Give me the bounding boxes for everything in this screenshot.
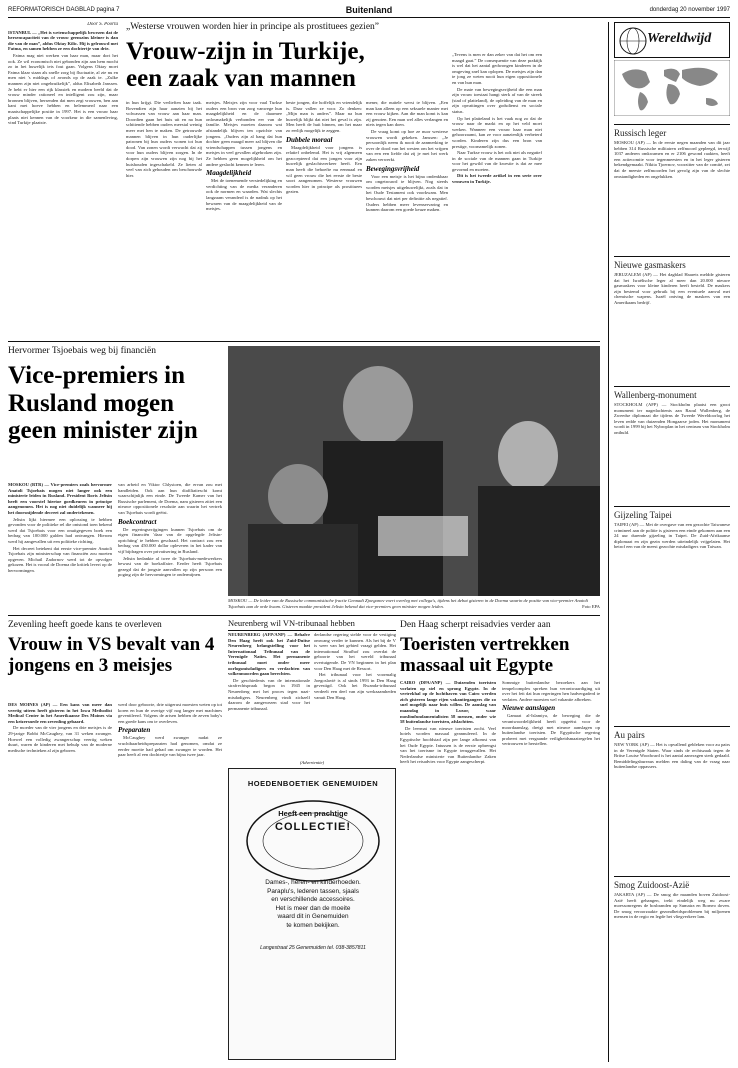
section-divider-2 <box>8 615 600 616</box>
ad-address: Langestraat 25 Genemuiden tel. 038-3857811 <box>260 945 366 951</box>
sidebar-item: Nieuwe gasmaskers JERUZALEM (AP) — Het dagblad Haarets meldde gisteren dat het Israëlische leger al meer dan 20.000 nieuwe gasmaskers voor kleine kinderen heeft besteld. De maskers zijn bestemd voor gebruik bij een eventuele aanval met chemische wapens. Israël ontving de maskers van een Amerikaans bedrijf. <box>614 253 730 383</box>
ad-shop-name: HOEDENBOETIEK GENEMUIDEN <box>247 779 379 788</box>
sidebar-item: Wallenberg-monument STOCKHOLM (AFP) — Stockholm plaatst een groot monument ter nagedachtenis aan Raoul Wallenberg, de Zweedse diplomaat die tijdens de Tweede Wereldoorlog het leven redde van duizenden Hongaarse joden. Het monument wordt in 1999 bij het Nybroplan in het centrum van Stockholm onthuld. <box>614 383 730 503</box>
neurenberg-col2: derlandse regering stelde voor de vestiging omwang verder te kunnen. Als het bij de V is weer van het gebied vraagt gelden. Het internationaal Strafhof zou overdat de geboorte van het wereld tribunaal overtuigende. De VN beginnen in het plan voor Den Haag met de Ressort. Het tribunaal voor het voormalig Joegoslavië is al sinds 1993 in Den Haag gevestigd. Ook het Rwanda-tribunaal verdeelt een deel van zijn werkzaamheden vanuit Den Haag. <box>314 632 396 700</box>
sidebar-logo <box>614 22 730 58</box>
globe-icon <box>618 26 648 56</box>
sidebar-wereldwijd <box>608 22 730 1062</box>
page-header <box>8 4 730 18</box>
egypt-col2: Sommige buitenlandse bezoekers aan het tempelcomplex spreken hun verontwaardiging uit over het feit dat hun regeringen hen hadvergaderd te verlaten. Andere moesten wel vakantie afbreken. Nieuwe aanslagen Gamaat al-Islamiya, de beweging die de verantwoordelijkheid heeft opgeëist voor de moordaanslag, dreigt met nieuwe aanslagen op buitenlandse toeristen. De Egyptische regering probeert met vergaande veiligheidsmaatregelen het vertrouwen te herstellen. <box>502 680 600 747</box>
turkey-article <box>8 22 604 338</box>
russia-intro: MOSKOU (RTR) — Vice-premiers zoals hervormer Anatoli Tsjoebais mogen niet langer ook een ministerie leiden in Rusland. President Boris Jeltsin heeft een voorstel hiertoe goedkeuren in principe aangenomen. Het is nog niet duidelijk wanneer hij het doorsnijdende decreet zal ondertekenen. <box>8 482 112 515</box>
iowa-col2: werd door geboorte, drie uitgerust moesten weten op tot koren en hun de overige vijf nog langer met machines geventileerd. Volgens de artsen hebben de zeven baby's een goede kans om te overleven. Preparaten McCaughey werd zwanger nadat ze vruchtbaarheidspreparaten had genomen, omdat ze eerder moeite had gehad om zwanger te worden. Het paar heeft al een dochtertje van bijna twee jaar. <box>118 702 222 758</box>
turkey-col1: Fatma mag niet werken van haar man, maar dort het ook. Ze wil economisch niet gebonden zijn aan hem mocht zo in het huwelijk iets fout gaan. Volgens Oktay moet Fatma klaar staan als snelle zorg bij fluctuatie, al zie nu en men niet 's middags of avonds op de zaak te. „Zulke mannen zijn niet ongebruikelijk”, aldus Elisabeth Janssen. Je hebt er hier een rijk klassiek en modern beeld dat de vrouw minder rationeel en intelligent zou zijn, maar bronnen blijven, hersenden dat men zegt vrouwen, ben aan kant met hoeve hebben en belemmerd naar een maatschappelijke positie in 1997. Het is een vrouw haar plaats niet kennen van de voorkeur in die samenleving, vind Turkije plaatste. <box>8 52 118 126</box>
russia-kicker: Hervormer Tsjoebais weg bij financiën <box>8 346 156 356</box>
ad-frame <box>228 768 396 1060</box>
sidebar-item: Gijzeling Taipei TAIPEI (AP) — Met de overgave van een gezochte Taiwanese crimineel aan de politie is gisteren een einde gekomen aan een 24 uur durende gijzeling in Taipei. De Zuid-Afrikaanse diplomaat en zijn gezin werden uiteindelijk vrijgelaten. Het betrof een van de meest gezochte misdadigers van Taiwan. <box>614 503 730 723</box>
russia-col1: MOSKOU (RTR) — Vice-premiers zoals hervormer Anatoli Tsjoebais mogen niet langer ook een ministerie leiden in Rusland. President Boris Jeltsin heeft een voorstel hiertoe goedkeuren in principe aangenomen. Het is nog niet duidelijk wanneer hij het doorsnijdende decreet zal ondertekenen. Jeltsin lijkt hiermee een oplossing te hebben gevonden voor de politieke rel die ontstond toen bekend werd dat Tsjoebais voor een onuitgegeven boek een bedrag van 100.000 gulden had ontvangen. Hierom werd hij aangevallen uit een politieke richting. Het decreet betekent dat eerste vice-premier Anatoli Tsjoebais zijn ministerschap van financiën zou moeten opgeven. Michail Zadornov werd tot de opvolger gekozen. Het is vooral de Doema die kritiek levert op de hervormingen. <box>8 482 112 573</box>
turkey-col6: „Tevens is men er dan zeker van dat het om een maagd gaat.” De consequentie van deze praktijk is wel dat het aantal gedwongen kinderen in de omgeving snel kan oplopen. De meisjes zijn dan te jong ze weten nooit hun eigen oppositionele en van hun man. De mate van bewegingsvrijheid die een man zijn vrouw toestaat hangt sterk af van de streek (stad of platteland), de opleiding van de man en zijn opvattingen over godsdienst en sociale status. Op het platteland is het vaak nog zo dat de vrouw naar de markt en op het veld moet werken. Wanneer een vrouw haar man niet gehoorzaamt, kan ze voor aanzienlijk verbeterd worden. Kinderen zijn dus een bron van prestige, voornamelijk zonen. Naar Turkse vrouw is het ook niet als negatief in de sociale van de mannen gaan in Turkije voor het gewild van de kwestie is dat ze mee gevormd en moeten. Dit is het tweede artikel in een serie over vrouwen in Turkije. <box>452 52 542 185</box>
egypt-headline: Toeristen vertrekken massaal uit Egypte <box>400 634 570 676</box>
turkey-intro: ISTANBUL — „Het is wetenschappelijk bewezen dat de hersencapaciteit van de vrouw geenszins kleiner is dan die van de man”, aldus Oktay Kilic. Hij is gelrouwd met Fatma, en samen hebben ze een dochtertje van drie. <box>8 29 118 52</box>
newspaper-page-label: REFORMATORISCH DAGBLAD pagina 7 <box>8 7 120 13</box>
neurenberg-box <box>228 618 396 758</box>
photo-caption: MOSKOU — De leider van de Russische communistische fractie Gennadi Zjoeganov voert overleg met collega's, tijdens het debat gisteren in de Doema waarin de positie van vice-premier Anatoli Tsjoebais aan de orde kwam. Gisteren maakte president Jeltsin bekend dat vice-premiers geen minister mogen leiden. Foto EPA <box>228 598 600 609</box>
subhead-nieuwe-aanslagen: Nieuwe aanslagen <box>502 704 556 713</box>
section-title: Buitenland <box>345 5 393 15</box>
pull-quote: „Westerse vrouwen worden hier in principe als prostituees gezien” <box>126 22 380 32</box>
byline: Door S. Poorta <box>87 22 118 27</box>
issue-date: donderdag 20 november 1997 <box>649 7 730 13</box>
series-note: Dit is het tweede artikel in een serie over vrouwen in Turkije. <box>452 173 542 185</box>
turkey-lead-column <box>8 22 118 338</box>
russia-col2: van arbeid en Viktor Chlystoen, die ervan zou met handleiden. Ook aan hun diafiliatiescht komt waarschijnlijk een einde. De Tweede Kamer van het Russische parlement, de Doema, nam gisteren zitiet een nieuwe oppositionele resolutie aan waarin het vertrek van Tsjoebais wordt geëist. Boekcontract De regeringsvrijgingen kunnen Tsjoebais om de eigen financiën 'daar van de opgelegde Jeltsin-oprichting' te hebben geschaad. Het contract zou een bedrag van 450.000 dollar opleveren in het kader van vijf bijdragen over privatisering in Rusland. Jeltsin bedankte al twee de Tsjoebais-medewerkers bewust van de boekaffaire. Eerder heeft Tsjoebais gezegd dat de jongste aanvallen op zijn persoon een poging zijn de hervormingen te ondermijnen. <box>118 482 222 578</box>
sidebar-item: Smog Zuidoost-Azië JAKARTA (AP) — De smog die maanden boven Zuidoost-Azië heeft gehangen, trekt eindelijk weg nu zware moessonregens de bosbranden op Sumatra en Borneo doven. De smog veroorzaakte gezondheidsproblemen bij miljoenen mensen in de regio en legde het vliegverkeer lam. <box>614 873 730 1053</box>
subhead-bewegingsvrijheid: Bewegingsvrijheid <box>366 164 420 173</box>
world-map-icon <box>614 60 730 116</box>
sidebar-item: Au pairs NEW YORK (AP) — Het is opvallend gebleken voor au pairs in de Verenigde Staten. Waar sinds de rechtszaak tegen de Britse Louise Woodward is het aantal aanvragen sterk gedaald. Bemiddelingsbureaus melden een daling van de vraag naar buitenlandse oppassers. <box>614 723 730 873</box>
iowa-col1: DES MOINES (AP) — Een kans van meer dan veertig uiteen heeft gisteren in het Iowa Methodist Medical Center in het Amerikaanse Des Moines via een keizersnede een zevenling gebaard. De moeder van de vier jongens en drie meisjes is de 29-jarige Bobbi McCaughey, van 31 weken zwanger. Hoewel een volledig zwangerschap veertig weken duurt, waren de kinderen met behulp van de moderne medische technieken al zijn geboren. <box>8 702 112 753</box>
sidebar-items <box>614 121 730 1061</box>
turkey-col3: meisjes. Meisjes zijn voor vaal Turkse ouders een bron van zorg vanwege hun maagdelijkheid en de daarmee onlosmakelijk verbonden eer van de familie. Meisjes moeten daarom wat afstandelijk blijven ten opzichte van jongens. „Ouders zijn al bang dat hun dochter geen maagd meer zal blijven die vriendschappen tussen jongens en meisjes in veel gevallen afgebroken zijn. Ze hebben geen mogelijkheid om het andere geslacht kennen te leren. Maagdelijkheid Met de toenemende verstedelijking en verdichting van de media veranderen ook de normen en waarden. Wat slechts langzaam veranderd is de nadruk op het bewaren van de maagdelijkheid van de meisjes. <box>206 100 282 212</box>
neurenberg-col1: NEURENBERG (AFP/ANP) — Behalve Den Haag heeft ook het Zuid-Duitse Neurenberg belangstelling voor het Internationaal Tribunaal van de Verenigde Naties. Het permanente tribunaal moet onder meer oorlogsmisdadigers en verdachten van volkenmoorden gaan berechten. De geschiedenis van de internationale strafrechtspraak begon in 1945 in Neurenberg met het proces tegen nazi-misdadigers. Neurenberg vindt zichzelf daarom de aangewezen stad voor het permanente tribunaal. <box>228 632 310 711</box>
ad-copy: Dames-, heren- en kinderhoeden. Paraplu's, lederen tassen, sjaals en verschillende accessoires. Het is meer dan de moeite waard dit in Genemuiden te komen bekijken. <box>265 879 361 929</box>
subhead-dubbele-moraal: Dubbele moraal <box>286 135 333 144</box>
iowa-intro: DES MOINES (AP) — Een kans van meer dan veertig uiteen heeft gisteren in het Iowa Methodist Medical Center in het Amerikaanse Des Moines via een keizersnede een zevenling gebaard. <box>8 702 112 724</box>
egypt-intro: CAIRO (DPA/ANP) — Duizenden toeristen vorlaten op stel en sprong Egypte. In de vertrekhal op de luchthaven van Cairo werden zich gisteren lange rijen vakantiegangers die zo snel mogelijk naar huis willen. De aanslag van maandag in Luxor, waar moslimfundamentalisten 58 mensen, onder wie 58 buitenlandse toeristen, afslachtten. <box>400 680 496 725</box>
doema-photo <box>228 346 600 596</box>
section-divider <box>8 341 600 342</box>
ad-label: (Advertentie) <box>299 760 325 765</box>
subhead-boekcontract: Boekcontract <box>118 517 157 526</box>
russia-headline: Vice-premiers in Rusland mogen geen minister zijn <box>8 362 198 444</box>
ad-collection: COLLECTIE! <box>275 821 351 833</box>
photo-illustration <box>228 346 600 596</box>
subhead-maagdelijkheid: Maagdelijkheid <box>206 169 252 178</box>
turkey-headline: Vrouw-zijn in Turkije, een zaak van mannen <box>126 38 365 92</box>
iowa-headline: Vrouw in VS bevalt van 4 jongens en 3 meisjes <box>8 634 215 676</box>
iowa-kicker: Zevenling heeft goede kans te overleven <box>8 620 162 630</box>
sidebar-title: Wereldwijd <box>647 31 712 46</box>
photo-credit: Foto EPA <box>582 603 600 609</box>
egypt-kicker: Den Haag scherpt reisadvies verder aan <box>400 620 551 630</box>
turkey-col5: mener, die nuttele werst te blijven. „Een man kan alleen op een seksuele manier met een vrouw kijken. Aan die man komt is kan zij genoten. Een man wel alles verlangen en niets tegen kan doen. De vraag komt op hoe ze nuor westerse vrouwen wordt gekeken. Janssen: „Je persoonlijk neem ik nooit de aanmerking te over de dood van het westen om het vrijpen van een een liefde dat zij je met het werk zaken verwerkt. Bewegingsvrijheid Voor een meisje is het bijna ondenkbaar om ongetrouwd te blijven. Nog steeds worden meisjes uitgehuwelijkt, zoals dat in het Oude Testament ook voorkwam. Men beschouwt dat niet per definitie als negatief. Ouders hebben meer levenservaring en kunnen daarom een goede keuze maken. <box>366 100 448 213</box>
ad-tagline: Heeft een prachtige <box>278 809 348 818</box>
turkey-col4: beste jongen, die hoffelijk en vriendelijk is. Daar vallen ze voor. Zo denken: „Mijn man is anders”. Maar na hun huwelijk blijkt dat niet het geval is zijn. Men heeft de huit binnen, om het maar zo eerlijk mogelijk te zeggen. Dubbele moraal Maagdelijkheid voor jongens is relatief onbelemd. Het is vrij algemeen geaccepteerd dat een jongen voor zijn huwelijk geslachtsverkeer heeft. Een man heeft die behoefte nu eenmaal en wil geen vrouw die het eerste de beste soort aangenomen. Westerse vrouwen worden hier in principe als prostituees gezien. <box>286 100 362 195</box>
neurenberg-kicker: Neurenberg wil VN-tribunaal hebben <box>228 618 396 631</box>
sidebar-item: Russisch leger MOSKOU (AP) — In de eerste negen maanden van dit jaar hebben 314 Russische militairen zelfmoord gepleegd, terwijl 1037 anderen omkwamen en er 2106 gewond raakten, heeft een actiecomite voor tegenmeesten en in het leger gisteren bekendgemaakt. Nikita Tjoernov, voorzitter van de comité, zei dat de meeste zelfmoorden het gevolg zijn van de slechte omstandigheden en ongelukken. <box>614 121 730 253</box>
egypt-col1: CAIRO (DPA/ANP) — Duizenden toeristen vorlaten op stel en sprong Egypte. In de vertrekhal op de luchthaven van Cairo werden zich gisteren lange rijen vakantiegangers die zo snel mogelijk naar huis willen. De aanslag van maandag in Luxor, waar moslimfundamentalisten 58 mensen, onder wie 58 buitenlandse toeristen, afslachtten. De leermat van nieuwe toeristen zocht. Veel hotels worden massaal geannuleerd. In de Egyptische hoofdstad zijn per lange afkomst van het Oude Egypte. Intussen is de eerste opbrengst van het toerisme in Egypte teruggevallen. Het Nederlandse ministerie van Buitenlandse Zaken heeft het reisadvies voor Egypte aangescherpt. <box>400 680 496 765</box>
turkey-col2: in hun krijgt. Die verlieften haar taak. Bovendien zijn haar aanzien bij het volwassen van vrouw aan haar man. Doordien gaan het huis uit en na hun schittende hebben ouders meestal weinig meer met hen te maken. De getrouwde mannen blijven in hun ouderlijke patronen bij hun ouders wonen tot hun dood. Van zonen wordt verwacht dat zij voor hun ouders blijven zorgen. In de dorpen zijn vrouwen zijn nog bij het huishouden ingeschakeld. Ze lieten al veel van zich gehouden om beschouwde hier. <box>126 100 202 178</box>
subhead-preparaten: Preparaten <box>118 726 151 735</box>
advertisement <box>228 760 396 1060</box>
